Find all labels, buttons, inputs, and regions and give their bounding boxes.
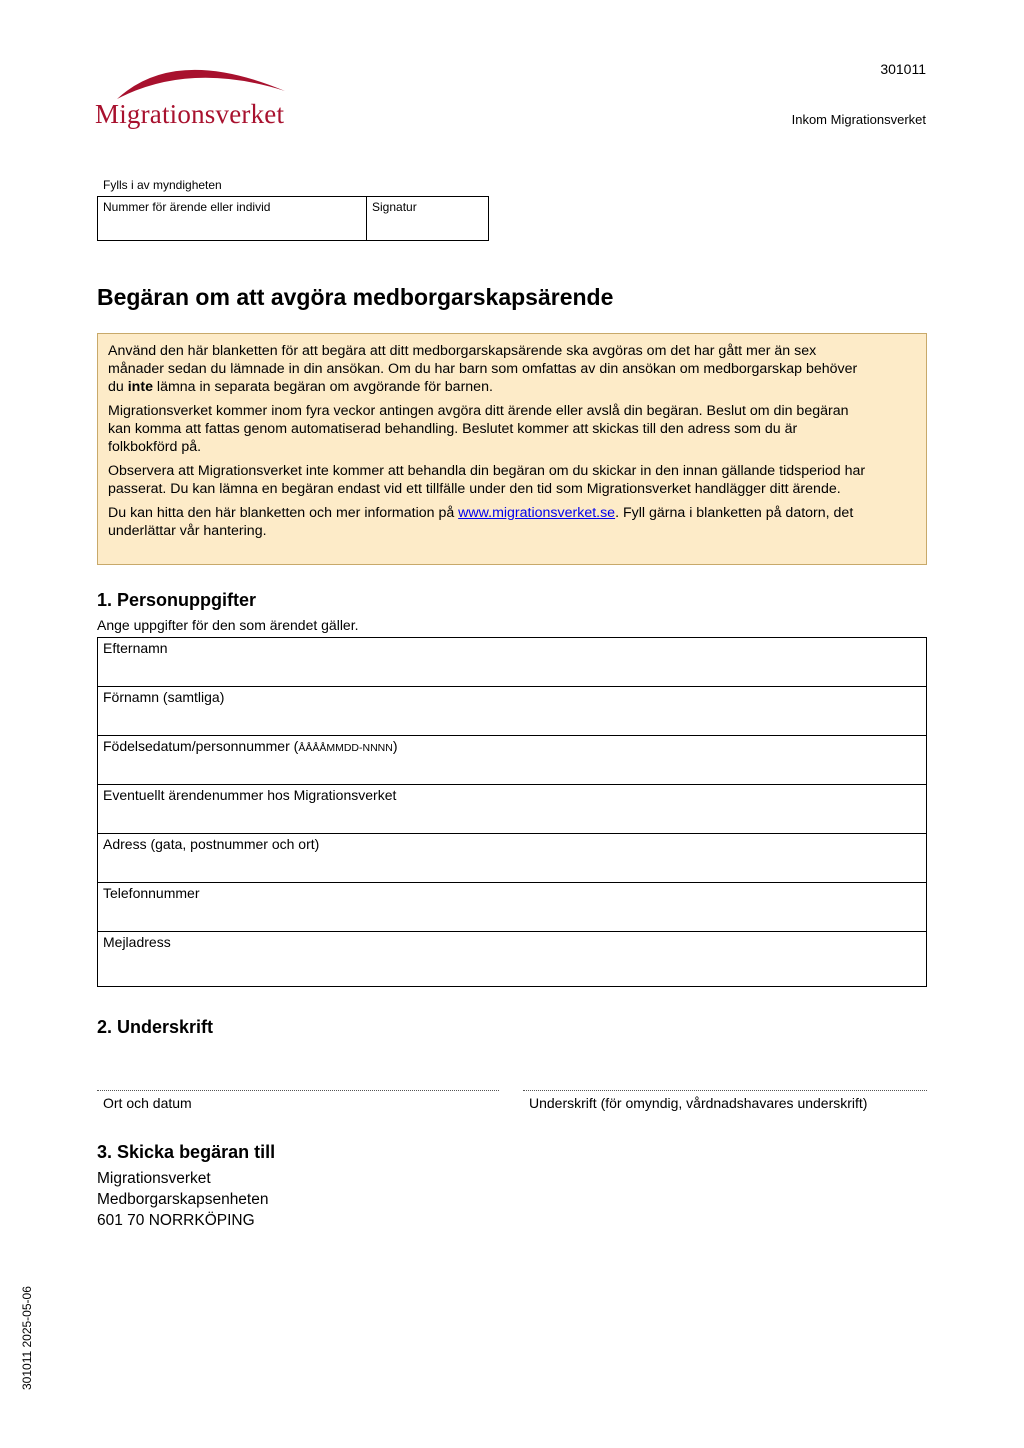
email-label: Mejladress xyxy=(103,934,171,950)
section-2-heading: 2. Underskrift xyxy=(97,1017,214,1037)
logo-arc-icon xyxy=(115,55,295,103)
section-1-heading: 1. Personuppgifter xyxy=(97,590,257,610)
birthdate-label-close: ) xyxy=(392,738,398,754)
firstnames-label: Förnamn (samtliga) xyxy=(103,689,225,705)
surname-label: Efternamn xyxy=(103,640,168,656)
address-line-1: Migrationsverket xyxy=(97,1170,211,1187)
address-line-3: 601 70 NORRKÖPING xyxy=(97,1212,255,1229)
form-number: 301011 xyxy=(880,61,926,77)
phone-label: Telefonnummer xyxy=(103,885,200,901)
info-p1-text-b: lämna in separata begäran om avgörande för barnen. xyxy=(152,379,493,395)
place-date-line[interactable] xyxy=(97,1090,499,1091)
phone-field[interactable] xyxy=(98,883,926,932)
page-title: Begäran om att avgöra medborgarskapsärende xyxy=(97,284,614,310)
address-label: Adress (gata, postnummer och ort) xyxy=(103,836,320,852)
info-paragraph-1 xyxy=(108,342,868,396)
website-link[interactable]: www.migrationsverket.se xyxy=(458,505,616,521)
info-p1-bold: inte xyxy=(127,379,153,395)
info-paragraph-2: Migrationsverket kommer inom fyra veckor antingen avgöra ditt ärende eller avslå din begäran. Beslut om din begäran kan komma att fattas genom automatiserad behandling. Beslutet kommer att skickas till den adress som du är folkbokförd på. xyxy=(108,403,849,455)
info-box xyxy=(97,333,927,565)
case-number-cell xyxy=(98,197,367,240)
case-number-field-label: Eventuellt ärendenummer hos Migrationsverket xyxy=(103,787,397,803)
address-field[interactable] xyxy=(98,834,926,883)
signature-cell xyxy=(367,197,488,246)
case-number-field[interactable] xyxy=(98,785,926,834)
birthdate-format: ÅÅÅÅMMDD-NNNN xyxy=(298,742,393,754)
signature-caption: Underskrift (för omyndig, vårdnadshavares underskrift) xyxy=(529,1095,868,1111)
authority-box xyxy=(97,196,489,241)
inkom-label: Inkom Migrationsverket xyxy=(791,112,926,127)
info-p4-text-b: . Fyll gärna i blanketten på datorn, det underlättar vår hantering. xyxy=(108,505,854,539)
place-date-label: Ort och datum xyxy=(103,1095,192,1111)
authority-caption: Fylls i av myndigheten xyxy=(103,178,222,192)
signature-label: Signatur xyxy=(372,200,417,214)
signature-line[interactable] xyxy=(523,1090,927,1091)
info-p1-text-a: Använd den här blanketten för att begära att ditt medborgarskapsärende ska avgöras om det har gått mer än sex månader sedan du lämnade in din ansökan. Om du har barn som omfattas av din ansökan om medborgarskap behöver du xyxy=(108,343,858,395)
logo-text: Migrationsverket xyxy=(95,99,285,129)
migrationsverket-logo xyxy=(95,55,305,135)
info-p4-text-a: Du kan hitta den här blanketten och mer information på xyxy=(108,505,459,521)
case-number-label: Nummer för ärende eller individ xyxy=(103,200,271,214)
section-3-heading: 3. Skicka begäran till xyxy=(97,1142,276,1162)
address-line-2: Medborgarskapsenheten xyxy=(97,1191,269,1208)
section-1-subtitle: Ange uppgifter för den som ärendet gäller. xyxy=(97,617,359,633)
birthdate-label: Födelsedatum/personnummer ( xyxy=(103,738,299,754)
personal-details-fields xyxy=(97,637,927,987)
info-paragraph-4 xyxy=(108,504,888,540)
side-form-code: 301011 2025-05-06 xyxy=(20,1286,34,1390)
email-field[interactable] xyxy=(98,932,926,986)
surname-field[interactable] xyxy=(98,638,926,687)
info-paragraph-3: Observera att Migrationsverket inte kommer att behandla din begäran om du skickar in den innan gällande tidsperiod har passerat. Du kan lämna en begäran endast vid ett tillfälle under den tid som Migrationsverket handlägger ditt ärende. xyxy=(108,463,866,497)
firstnames-field[interactable] xyxy=(98,687,926,736)
mailing-address xyxy=(97,1168,268,1231)
birthdate-field[interactable] xyxy=(98,736,926,785)
